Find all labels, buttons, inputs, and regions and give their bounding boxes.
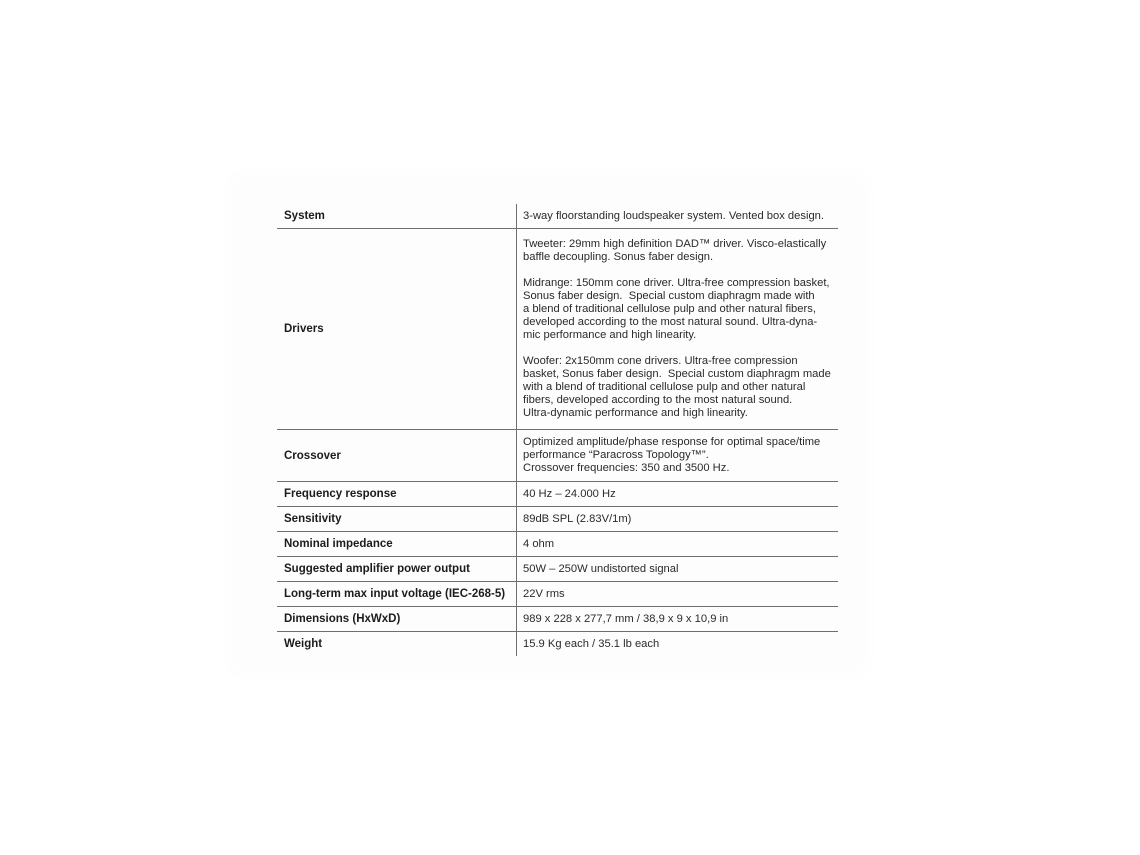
spec-value-line: performance “Paracross Topology™”.	[523, 449, 709, 461]
spec-value	[516, 204, 838, 228]
spec-label: Long-term max input voltage (IEC-268-5)	[284, 588, 506, 600]
spec-row-system	[277, 204, 838, 229]
spec-table	[277, 204, 838, 656]
spec-value-line: baffle decoupling. Sonus faber design.	[523, 251, 714, 263]
spec-row-amplifier-power	[277, 557, 838, 582]
tweeter-paragraph	[523, 238, 838, 264]
spec-label: Suggested amplifier power output	[284, 563, 470, 575]
spec-value-line: basket, Sonus faber design. Special custom diaphragm made	[523, 368, 831, 380]
spec-value-line: 22V rms	[523, 587, 565, 600]
spec-value-line: Tweeter: 29mm high definition DAD™ driver. Visco-elastically	[523, 238, 827, 250]
spec-value-line: 3-way floorstanding loudspeaker system. Vented box design.	[523, 209, 824, 222]
spec-value-line: 40 Hz – 24.000 Hz	[523, 487, 616, 500]
spec-value	[516, 557, 838, 581]
midrange-paragraph	[523, 277, 838, 342]
spec-value-line: mic performance and high linearity.	[523, 329, 697, 341]
spec-value-line: a blend of traditional cellulose pulp and other natural fibers,	[523, 303, 816, 315]
spec-value	[516, 532, 838, 556]
spec-label: Weight	[284, 638, 323, 650]
spec-value-line: developed according to the most natural sound. Ultra-dyna-	[523, 316, 818, 328]
spec-label: System	[284, 210, 325, 222]
spec-label: Frequency response	[284, 488, 397, 500]
spec-value-line: fibers, developed according to the most natural sound.	[523, 394, 793, 406]
spec-label: Crossover	[284, 449, 341, 462]
spec-value	[516, 507, 838, 531]
spec-value	[516, 632, 838, 656]
spec-row-drivers	[277, 229, 838, 430]
spec-value-line: Ultra-dynamic performance and high linearity.	[523, 407, 748, 419]
spec-value-line: 15.9 Kg each / 35.1 lb each	[523, 637, 660, 650]
spec-value	[516, 582, 838, 606]
spec-value-line: Woofer: 2x150mm cone drivers. Ultra-free compression	[523, 355, 798, 367]
spec-value	[516, 607, 838, 631]
spec-value-line: with a blend of traditional cellulose pulp and other natural	[523, 381, 806, 393]
spec-row-nominal-impedance	[277, 532, 838, 557]
spec-row-weight	[277, 632, 838, 656]
spec-row-frequency-response	[277, 482, 838, 507]
spec-value-line: 4 ohm	[523, 537, 555, 550]
spec-row-sensitivity	[277, 507, 838, 532]
spec-value-line: Crossover frequencies: 350 and 3500 Hz.	[523, 462, 730, 474]
spec-row-crossover	[277, 430, 838, 482]
spec-value-line: 989 x 228 x 277,7 mm / 38,9 x 9 x 10,9 in	[523, 612, 729, 625]
spec-value	[516, 229, 838, 429]
spec-value-line: 50W – 250W undistorted signal	[523, 562, 679, 575]
woofer-paragraph	[523, 355, 838, 420]
spec-label: Dimensions (HxWxD)	[284, 613, 401, 625]
spec-value	[516, 430, 838, 481]
spec-value-line: Optimized amplitude/phase response for optimal space/time	[523, 436, 821, 448]
spec-value	[516, 482, 838, 506]
spec-value-line: 89dB SPL (2.83V/1m)	[523, 512, 632, 525]
spec-row-max-input-voltage	[277, 582, 838, 607]
spec-row-dimensions	[277, 607, 838, 632]
spec-label: Drivers	[284, 323, 324, 335]
spec-label: Sensitivity	[284, 513, 342, 525]
spec-label: Nominal impedance	[284, 538, 393, 550]
spec-value-line: Midrange: 150mm cone driver. Ultra-free compression basket,	[523, 277, 830, 289]
spec-value-line: Sonus faber design. Special custom diaphragm made with	[523, 290, 815, 302]
